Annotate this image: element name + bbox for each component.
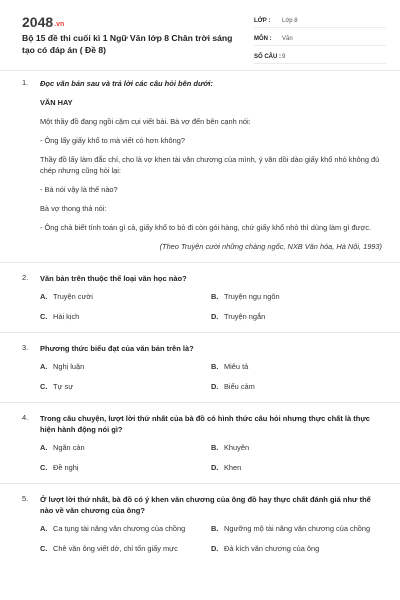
passage-paragraph: Thầy đồ lấy làm đắc chí, cho là vợ khen tài văn chương của mình, ý văn dồi dào giấy khổ nhỏ không đủ chép nhưng cũng hỏi lại: (40, 155, 380, 175)
passage-paragraph: - Bà nói vậy là thế nào? (40, 185, 118, 194)
answer-option-b[interactable] (211, 362, 382, 372)
page-header (0, 0, 400, 71)
answer-option-b[interactable] (211, 524, 382, 534)
option-text: Tự sự (53, 382, 74, 391)
answer-option-d[interactable] (211, 544, 382, 554)
option-letter: B. (211, 443, 219, 452)
passage-paragraph: Bà vợ thong thả nói: (40, 204, 107, 213)
option-letter: C. (40, 463, 48, 472)
meta-row-count (254, 50, 386, 64)
answer-option-c[interactable] (40, 544, 211, 554)
option-text: Khen (224, 463, 242, 472)
question-number: 1. (22, 78, 29, 87)
divider (0, 332, 400, 333)
reading-passage (40, 97, 382, 252)
option-text: Ca tụng tài năng văn chương của chồng (53, 524, 186, 533)
option-letter: C. (40, 312, 48, 321)
answer-options (40, 443, 382, 473)
option-letter: D. (211, 382, 219, 391)
question-list (0, 78, 400, 554)
question-text: Đọc văn bản sau và trả lời các câu hỏi bên dưới: (40, 79, 213, 88)
answer-option-c[interactable] (40, 312, 211, 322)
answer-options (40, 292, 382, 322)
divider (0, 262, 400, 263)
exam-meta (254, 14, 386, 68)
question-text: Trong câu chuyện, lượt lời thứ nhất của bà đồ có hình thức câu hỏi nhưng thực chất là thực hiện hành động nói gì? (40, 414, 370, 434)
meta-label: SỐ CÂU : (254, 53, 281, 60)
meta-label: LỚP : (254, 17, 271, 24)
option-text: Truyện ngắn (224, 312, 266, 321)
answer-option-d[interactable] (211, 463, 382, 473)
question-text: Phương thức biểu đạt của văn bản trên là? (40, 344, 194, 353)
option-text: Đề nghị (53, 463, 79, 472)
question-number: 2. (22, 273, 29, 282)
option-letter: A. (40, 443, 48, 452)
question-text: Văn bản trên thuộc thể loại văn học nào? (40, 274, 187, 283)
answer-option-a[interactable] (40, 524, 211, 534)
answer-options (40, 524, 382, 554)
passage-source: (Theo Truyện cười những chàng ngốc, NXB Văn hóa, Hà Nội, 1993) (159, 242, 382, 251)
answer-option-a[interactable] (40, 362, 211, 372)
meta-value: 9 (282, 53, 286, 60)
question-1 (0, 78, 400, 252)
site-logo[interactable] (22, 14, 64, 30)
meta-value: Lớp 8 (282, 17, 298, 24)
question-4 (0, 413, 400, 473)
question-2 (0, 273, 400, 322)
question-number: 3. (22, 343, 29, 352)
option-letter: B. (211, 292, 219, 301)
meta-label: MÔN : (254, 35, 272, 42)
divider (0, 402, 400, 403)
option-letter: A. (40, 524, 48, 533)
question-number: 5. (22, 494, 29, 503)
answer-option-a[interactable] (40, 443, 211, 453)
document-title: Bộ 15 đề thi cuối kì 1 Ngữ Văn lớp 8 Chân trời sáng tạo có đáp án ( Đề 8) (22, 33, 233, 55)
meta-row-subject (254, 32, 386, 46)
passage-title: VĂN HAY (40, 98, 73, 107)
answer-option-b[interactable] (211, 443, 382, 453)
answer-option-d[interactable] (211, 382, 382, 392)
answer-option-b[interactable] (211, 292, 382, 302)
option-letter: C. (40, 382, 48, 391)
question-5 (0, 494, 400, 554)
option-letter: B. (211, 524, 219, 533)
option-letter: C. (40, 544, 48, 553)
option-text: Khuyên (224, 443, 250, 452)
passage-paragraph: - Ông lấy giấy khổ to mà viết có hơn không? (40, 136, 185, 145)
question-number: 4. (22, 413, 29, 422)
option-letter: D. (211, 312, 219, 321)
question-3 (0, 343, 400, 392)
option-letter: B. (211, 362, 219, 371)
option-letter: D. (211, 544, 219, 553)
option-text: Hài kịch (53, 312, 80, 321)
answer-option-d[interactable] (211, 312, 382, 322)
option-letter: A. (40, 292, 48, 301)
option-text: Nghị luận (53, 362, 85, 371)
passage-paragraph: - Ông chả biết tính toán gì cả, giấy khổ to bỏ đi còn gói hàng, chứ giấy khổ nhỏ thì dùng làm gì được. (40, 223, 372, 232)
option-text: Truyện ngụ ngôn (224, 292, 280, 301)
meta-value: Văn (282, 35, 293, 42)
option-text: Truyện cười (53, 292, 93, 301)
option-letter: A. (40, 362, 48, 371)
answer-options (40, 362, 382, 392)
option-text: Biểu cảm (224, 382, 255, 391)
option-text: Đả kích văn chương của ông (224, 544, 320, 553)
option-text: Chê văn ông viết dở, chỉ tốn giấy mực (53, 544, 178, 553)
answer-option-a[interactable] (40, 292, 211, 302)
answer-option-c[interactable] (40, 463, 211, 473)
answer-option-c[interactable] (40, 382, 211, 392)
option-text: Ngưỡng mộ tài năng văn chương của chồng (224, 524, 371, 533)
option-text: Miêu tả (224, 362, 249, 371)
divider (0, 483, 400, 484)
meta-row-class (254, 14, 386, 28)
logo-suffix: .vn (54, 21, 65, 28)
logo-main: 2048 (22, 14, 54, 30)
option-text: Ngăn cản (53, 443, 85, 452)
passage-paragraph: Một thầy đồ đang ngồi cặm cụi viết bài. Bà vợ đến bên cạnh nói: (40, 117, 251, 126)
option-letter: D. (211, 463, 219, 472)
question-text: Ở lượt lời thứ nhất, bà đồ có ý khen văn chương của ông đồ hay thực chất đánh giá như thế nào về văn chương của ông? (40, 495, 371, 515)
